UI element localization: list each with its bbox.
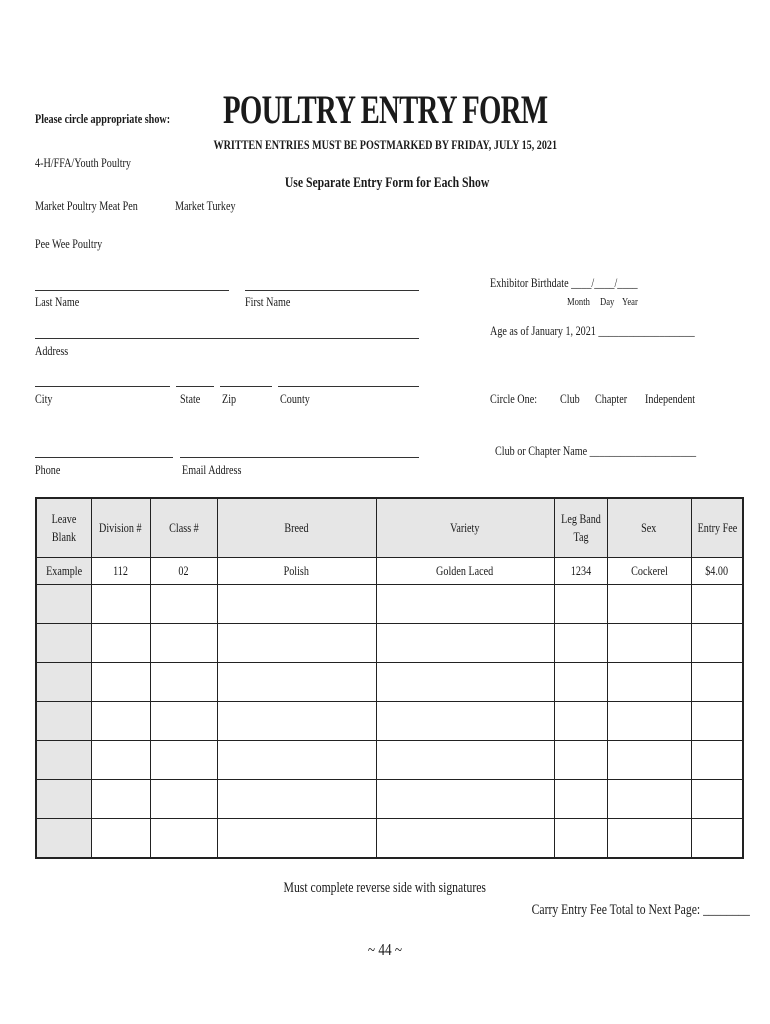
entry-cell[interactable] [217, 819, 376, 859]
example-cell: $4.00 [691, 558, 743, 585]
birthdate-day-label: Day [600, 296, 615, 308]
entry-cell[interactable] [376, 819, 554, 859]
entry-cell[interactable] [150, 702, 217, 741]
city-label: City [35, 391, 53, 406]
first-name-label: First Name [245, 294, 291, 309]
carry-total-field[interactable]: Carry Entry Fee Total to Next Page: ________ [531, 902, 750, 918]
entry-cell[interactable] [217, 624, 376, 663]
example-cell: 112 [91, 558, 150, 585]
example-cell: Golden Laced [376, 558, 554, 585]
circle-show-label: Please circle appropriate show: [35, 111, 171, 126]
entry-cell[interactable] [376, 780, 554, 819]
entry-cell [36, 741, 91, 780]
table-row[interactable] [36, 624, 743, 663]
reverse-side-note: Must complete reverse side with signatures [283, 880, 487, 896]
phone-label: Phone [35, 462, 61, 477]
entry-cell [36, 819, 91, 859]
entry-cell[interactable] [91, 741, 150, 780]
page-title: POULTRY ENTRY FORM [222, 87, 548, 132]
table-row[interactable] [36, 663, 743, 702]
entry-cell[interactable] [91, 819, 150, 859]
entry-cell[interactable] [607, 663, 691, 702]
col-header-entry-fee: Entry Fee [691, 498, 743, 558]
entry-cell[interactable] [376, 585, 554, 624]
entry-cell[interactable] [691, 702, 743, 741]
col-header-breed: Breed [217, 498, 376, 558]
entry-cell[interactable] [150, 741, 217, 780]
entry-cell[interactable] [150, 585, 217, 624]
entry-cell[interactable] [91, 702, 150, 741]
zip-label: Zip [222, 391, 237, 406]
entry-cell[interactable] [554, 663, 607, 702]
example-row [36, 558, 743, 585]
table-row[interactable] [36, 585, 743, 624]
entry-cell[interactable] [691, 819, 743, 859]
address-label: Address [35, 343, 69, 358]
entry-cell[interactable] [91, 624, 150, 663]
email-label: Email Address [182, 462, 242, 477]
col-header-class: Class # [150, 498, 217, 558]
entry-cell[interactable] [376, 624, 554, 663]
entry-cell[interactable] [691, 663, 743, 702]
col-header-leave-blank: Leave Blank [36, 498, 91, 558]
entry-cell [36, 585, 91, 624]
birthdate-month-label: Month [567, 296, 590, 308]
show-option-turkey[interactable]: Market Turkey [175, 198, 236, 213]
state-line[interactable] [176, 386, 214, 387]
age-field[interactable]: Age as of January 1, 2021 ___________________ [490, 323, 695, 338]
city-line[interactable] [35, 386, 170, 387]
email-line[interactable] [180, 457, 419, 458]
col-header-leg-band: Leg Band Tag [554, 498, 607, 558]
separate-form-note: Use Separate Entry Form for Each Show [284, 175, 490, 191]
entry-cell[interactable] [554, 624, 607, 663]
entry-cell[interactable] [691, 624, 743, 663]
birthdate-year-label: Year [622, 296, 638, 308]
entry-cell[interactable] [91, 780, 150, 819]
entry-cell[interactable] [217, 663, 376, 702]
option-club[interactable]: Club [560, 391, 580, 406]
entry-cell[interactable] [376, 702, 554, 741]
address-line[interactable] [35, 338, 419, 339]
option-chapter[interactable]: Chapter [595, 391, 628, 406]
entry-cell[interactable] [607, 585, 691, 624]
postmark-deadline: WRITTEN ENTRIES MUST BE POSTMARKED BY FRIDAY, JULY 15, 2021 [213, 137, 557, 152]
table-row[interactable] [36, 702, 743, 741]
table-row[interactable] [36, 780, 743, 819]
page-number: ~ 44 ~ [367, 940, 403, 959]
entry-cell[interactable] [607, 702, 691, 741]
show-option-pee-wee[interactable]: Pee Wee Poultry [35, 236, 103, 251]
entry-cell[interactable] [217, 741, 376, 780]
table-row[interactable] [36, 819, 743, 859]
entry-cell[interactable] [554, 819, 607, 859]
entry-cell[interactable] [150, 663, 217, 702]
zip-line[interactable] [220, 386, 272, 387]
entry-cell[interactable] [376, 663, 554, 702]
entry-cell[interactable] [150, 819, 217, 859]
state-label: State [180, 391, 201, 406]
example-cell: Example [36, 558, 91, 585]
circle-one-label: Circle One: [490, 391, 538, 406]
club-chapter-name-field[interactable]: Club or Chapter Name _____________________ [495, 443, 697, 458]
example-cell: 1234 [554, 558, 607, 585]
last-name-line[interactable] [35, 290, 229, 291]
first-name-line[interactable] [245, 290, 419, 291]
show-option-youth[interactable]: 4-H/FFA/Youth Poultry [35, 155, 131, 170]
entry-cell[interactable] [607, 624, 691, 663]
county-line[interactable] [278, 386, 419, 387]
entry-cell[interactable] [217, 702, 376, 741]
entry-cell[interactable] [554, 702, 607, 741]
entry-cell[interactable] [607, 741, 691, 780]
phone-line[interactable] [35, 457, 173, 458]
example-cell: 02 [150, 558, 217, 585]
option-independent[interactable]: Independent [645, 391, 696, 406]
entry-cell[interactable] [91, 585, 150, 624]
county-label: County [280, 391, 310, 406]
birthdate-field[interactable]: Exhibitor Birthdate ____/____/____ [490, 275, 638, 290]
entry-cell[interactable] [91, 663, 150, 702]
example-cell: Cockerel [607, 558, 691, 585]
entry-cell[interactable] [607, 780, 691, 819]
example-cell: Polish [217, 558, 376, 585]
entry-cell [36, 780, 91, 819]
entry-cell [36, 702, 91, 741]
col-header-sex: Sex [607, 498, 691, 558]
table-row[interactable] [36, 741, 743, 780]
entry-cell [36, 624, 91, 663]
col-header-division: Division # [91, 498, 150, 558]
col-header-variety: Variety [376, 498, 554, 558]
entry-cell[interactable] [554, 741, 607, 780]
entry-cell [36, 663, 91, 702]
entry-cell[interactable] [150, 780, 217, 819]
entry-cell[interactable] [554, 780, 607, 819]
entry-cell[interactable] [691, 780, 743, 819]
entry-cell[interactable] [607, 819, 691, 859]
entry-cell[interactable] [217, 585, 376, 624]
entry-cell[interactable] [691, 585, 743, 624]
entry-cell[interactable] [150, 624, 217, 663]
last-name-label: Last Name [35, 294, 80, 309]
entry-cell[interactable] [217, 780, 376, 819]
show-option-meat-pen[interactable]: Market Poultry Meat Pen [35, 198, 138, 213]
entry-cell[interactable] [376, 741, 554, 780]
entry-cell[interactable] [691, 741, 743, 780]
entry-cell[interactable] [554, 585, 607, 624]
table-header-row [36, 498, 743, 558]
entry-table [35, 497, 744, 859]
